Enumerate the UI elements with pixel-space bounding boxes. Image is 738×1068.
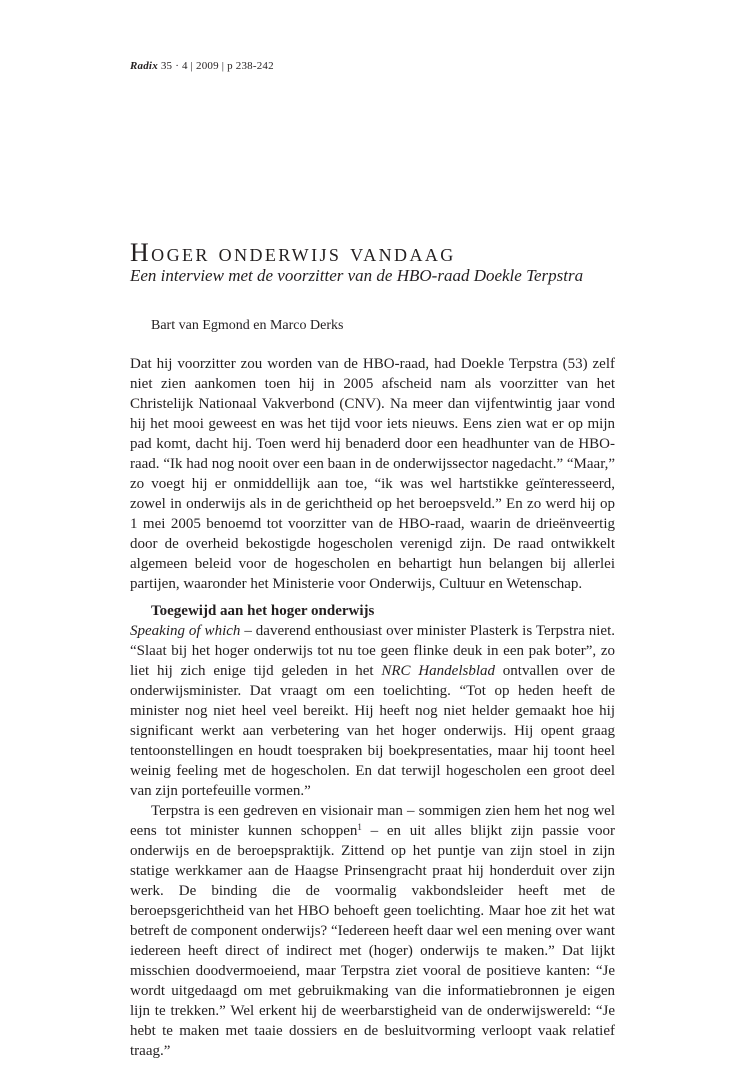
- section-heading: Toegewijd aan het hoger onderwijs: [151, 603, 375, 619]
- article-subtitle: Een interview met de voorzitter van de HBO-raad Doekle Terpstra: [130, 266, 584, 285]
- journal-name: Radix: [130, 60, 158, 72]
- issue-details: 35 · 4 | 2009 | p 238-242: [157, 60, 274, 72]
- paragraph-text: – daverend enthousiast over minister Plasterk is Terpstra niet. “Slaat bij het hoger onderwijs tot nu toe geen flinke deuk in een pak boter”, zo liet hij zich enige tijd geleden in het: [130, 623, 615, 679]
- running-head: [130, 60, 274, 72]
- section-paragraph-2: [130, 801, 615, 1061]
- paragraph-text: ontvallen over de onderwijsminister. Dat vraagt om een toelichting. “Tot op heden heeft de minister nog niet heel veel bereikt. Hij heeft nog niet helder gemaakt hoe hij significant werkt aan verbetering van het hoger onderwijs. Hij opent graag tentoonstellingen en houdt toespraken bij boekpresentaties, maar hij toont heel weinig feeling met de hogescholen. En dat terwijl hogescholen een groot deel van zijn portefeuille vormen.”: [130, 663, 615, 799]
- article-title: Hoger onderwijs vandaag: [130, 238, 456, 267]
- lead-italic-phrase: Speaking of which: [130, 623, 241, 639]
- section-body: [130, 621, 615, 1061]
- article-authors: Bart van Egmond en Marco Derks: [151, 318, 344, 333]
- intro-section: [130, 354, 615, 594]
- footnote-marker[interactable]: 1: [357, 822, 362, 832]
- newspaper-name: NRC Handelsblad: [381, 663, 495, 679]
- intro-paragraph: Dat hij voorzitter zou worden van de HBO-raad, had Doekle Terpstra (53) zelf niet zien aankomen toen hij in 2005 afscheid nam als voorzitter van het Christelijk Nationaal Vakverbond (CNV). Na meer dan vijfentwintig jaar vond hij het mooi geweest en was het tijd voor iets nieuws. Eens zien wat er op mijn pad komt, dacht hij. Toen werd hij benaderd door een headhunter van de HBO-raad. “Ik had nog nooit over een baan in de onderwijssector nagedacht.” “Maar,” zo voegt hij er onmiddellijk aan toe, “ik was wel hartstikke geïnteresseerd, zowel in onderwijs als in de gerichtheid op het beroepsveld.” En zo werd hij op 1 mei 2005 benoemd tot voorzitter van de HBO-raad, waarin de drieënveertig door de overheid bekostigde hogescholen verenigd zijn. De raad ontwikkelt algemeen beleid voor de hogescholen en behartigt hun belangen bij allerlei partijen, waaronder het Ministerie voor Onderwijs, Cultuur en Wetenschap.: [130, 356, 615, 592]
- paragraph-text: Terpstra is een gedreven en visionair man – sommigen zien hem het nog wel eens tot minister kunnen schoppen: [130, 803, 615, 839]
- section-paragraph-1: [130, 621, 615, 801]
- paragraph-text: – en uit alles blijkt zijn passie voor onderwijs en de beroepspraktijk. Zittend op het puntje van zijn stoel in zijn statige werkkamer aan de Haagse Prinsengracht praat hij honderduit over zijn werk. De binding die de voormalig vakbondsleider heeft met de beroepsgerichtheid van het HBO behoeft geen toelichting. Maar hoe zit het wat betreft de component onderwijs? “Iedereen heeft daar wel een mening over want iedereen heeft direct of indirect met (hoger) onderwijs te maken.” Dat lijkt misschien doodvermoeiend, maar Terpstra ziet vooral de positieve kanten: “Je wordt uitgedaagd om met gebruikmaking van die informatiebronnen je eigen lijn te trekken.” Wel erkent hij de weerbarstigheid van de onderwijswereld: “Je hebt te maken met taaie dossiers en de besluitvorming verloopt vaak relatief traag.”: [130, 823, 615, 1059]
